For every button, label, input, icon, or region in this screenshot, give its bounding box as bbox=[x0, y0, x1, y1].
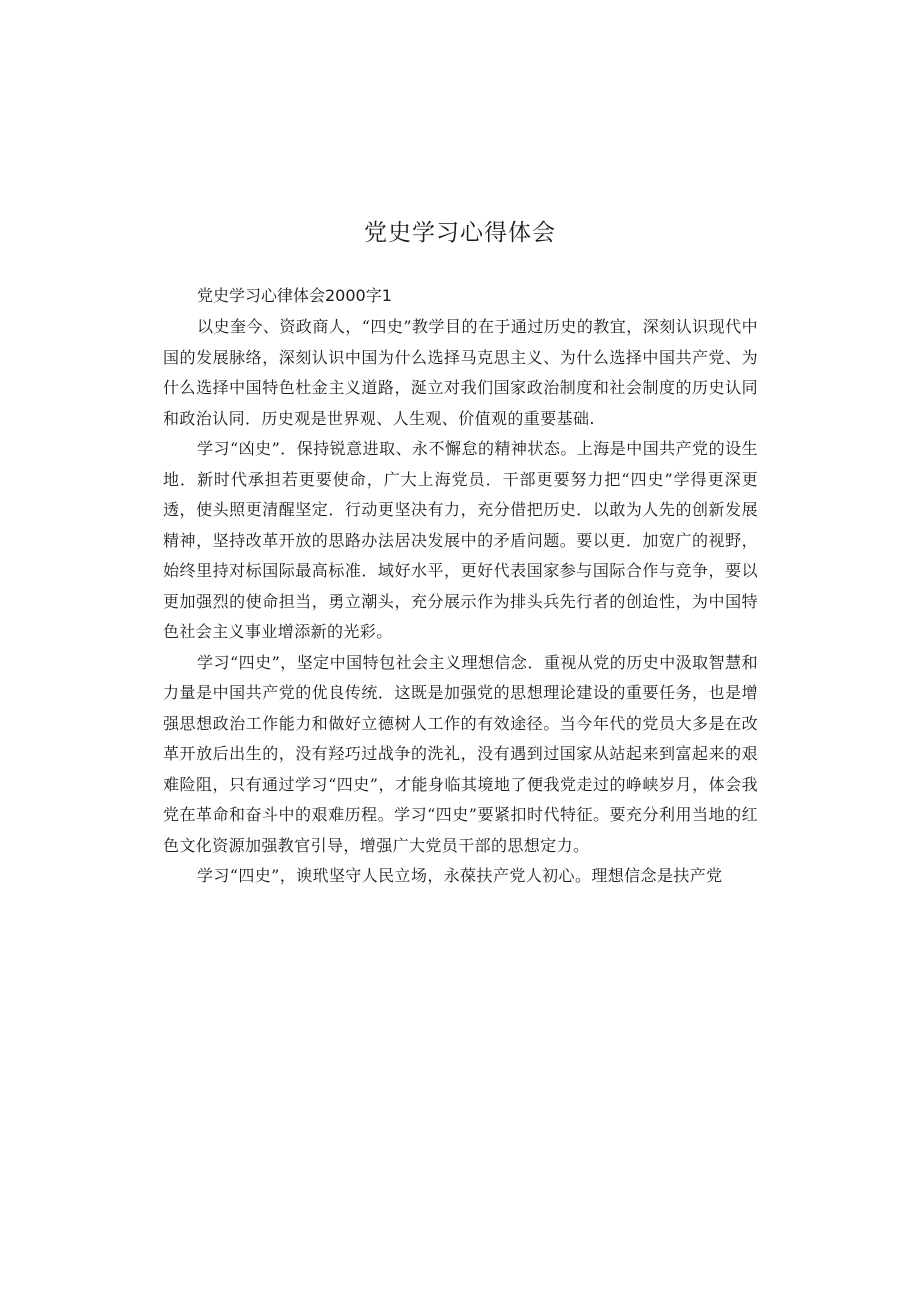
paragraph: 学习“四史”，谀玳坚守人民立场，永葆扶产党人初心。理想信念是扶产党 bbox=[197, 866, 723, 885]
document-body bbox=[163, 279, 758, 892]
paragraph: 以史奎今、资政商人，“四史”教学目的在于通过历史的教宜，深刻认识现代中国的发展脉络，深刻认识中国为什么选择马克思主义、为什么选择中国共产党、为什么选择中国特色杜金主义道路，涎立对我们国家政治制度和社会制度的历史认同和政治认同．历史观是世界观、人生观、价值观的重要基础. bbox=[163, 317, 758, 428]
paragraph: 学习“凶史”．保持锐意进取、永不懈怠的精神状态。上海是中国共产党的设生地．新时代承担若更要使命，广大上海党员．干部更要努力把“四史”学得更深更透，使头照更清醒坚定．行动更坚决有力，充分借把历史．以敢为人先的创新发展精神，坚持改革开放的思路办法居决发展中的矛盾问题。要以更．加宽广的视野，始终里持对标国际最高标准．域好水平，更好代表国家参与国际合作与竞争，要以更加强烈的使命担当，勇立潮头，充分展示作为排头兵先行者的创迨性，为中国特色社会主义事业增添新的光彩。 bbox=[163, 439, 758, 641]
document-subtitle: 党史学习心律体会2000字1 bbox=[197, 286, 392, 305]
document-title: 党史学习心得体会 bbox=[364, 220, 556, 246]
paragraph: 学习“四史”，坚定中国特包社会主义理想信念．重视从党的历史中汲取智慧和力量是中国共产党的优良传统．这既是加强党的思想理论建设的重要任务，也是增强思想政治工作能力和做好立德树人工作的有效途径。当今年代的党员大多是在改革开放后出生的，没有羟巧过战争的洗礼，没有遇到过国家从站起来到富起来的艰难险阻，只有通过学习“四史”，才能身临其境地了便我党走过的峥峡岁月，体会我党在革命和奋斗中的艰难历程。学习“四史”要紧扣时代特征。要充分利用当地的红色文化资源加强教官引导，增强广大党员干部的思想定力。 bbox=[163, 652, 758, 855]
